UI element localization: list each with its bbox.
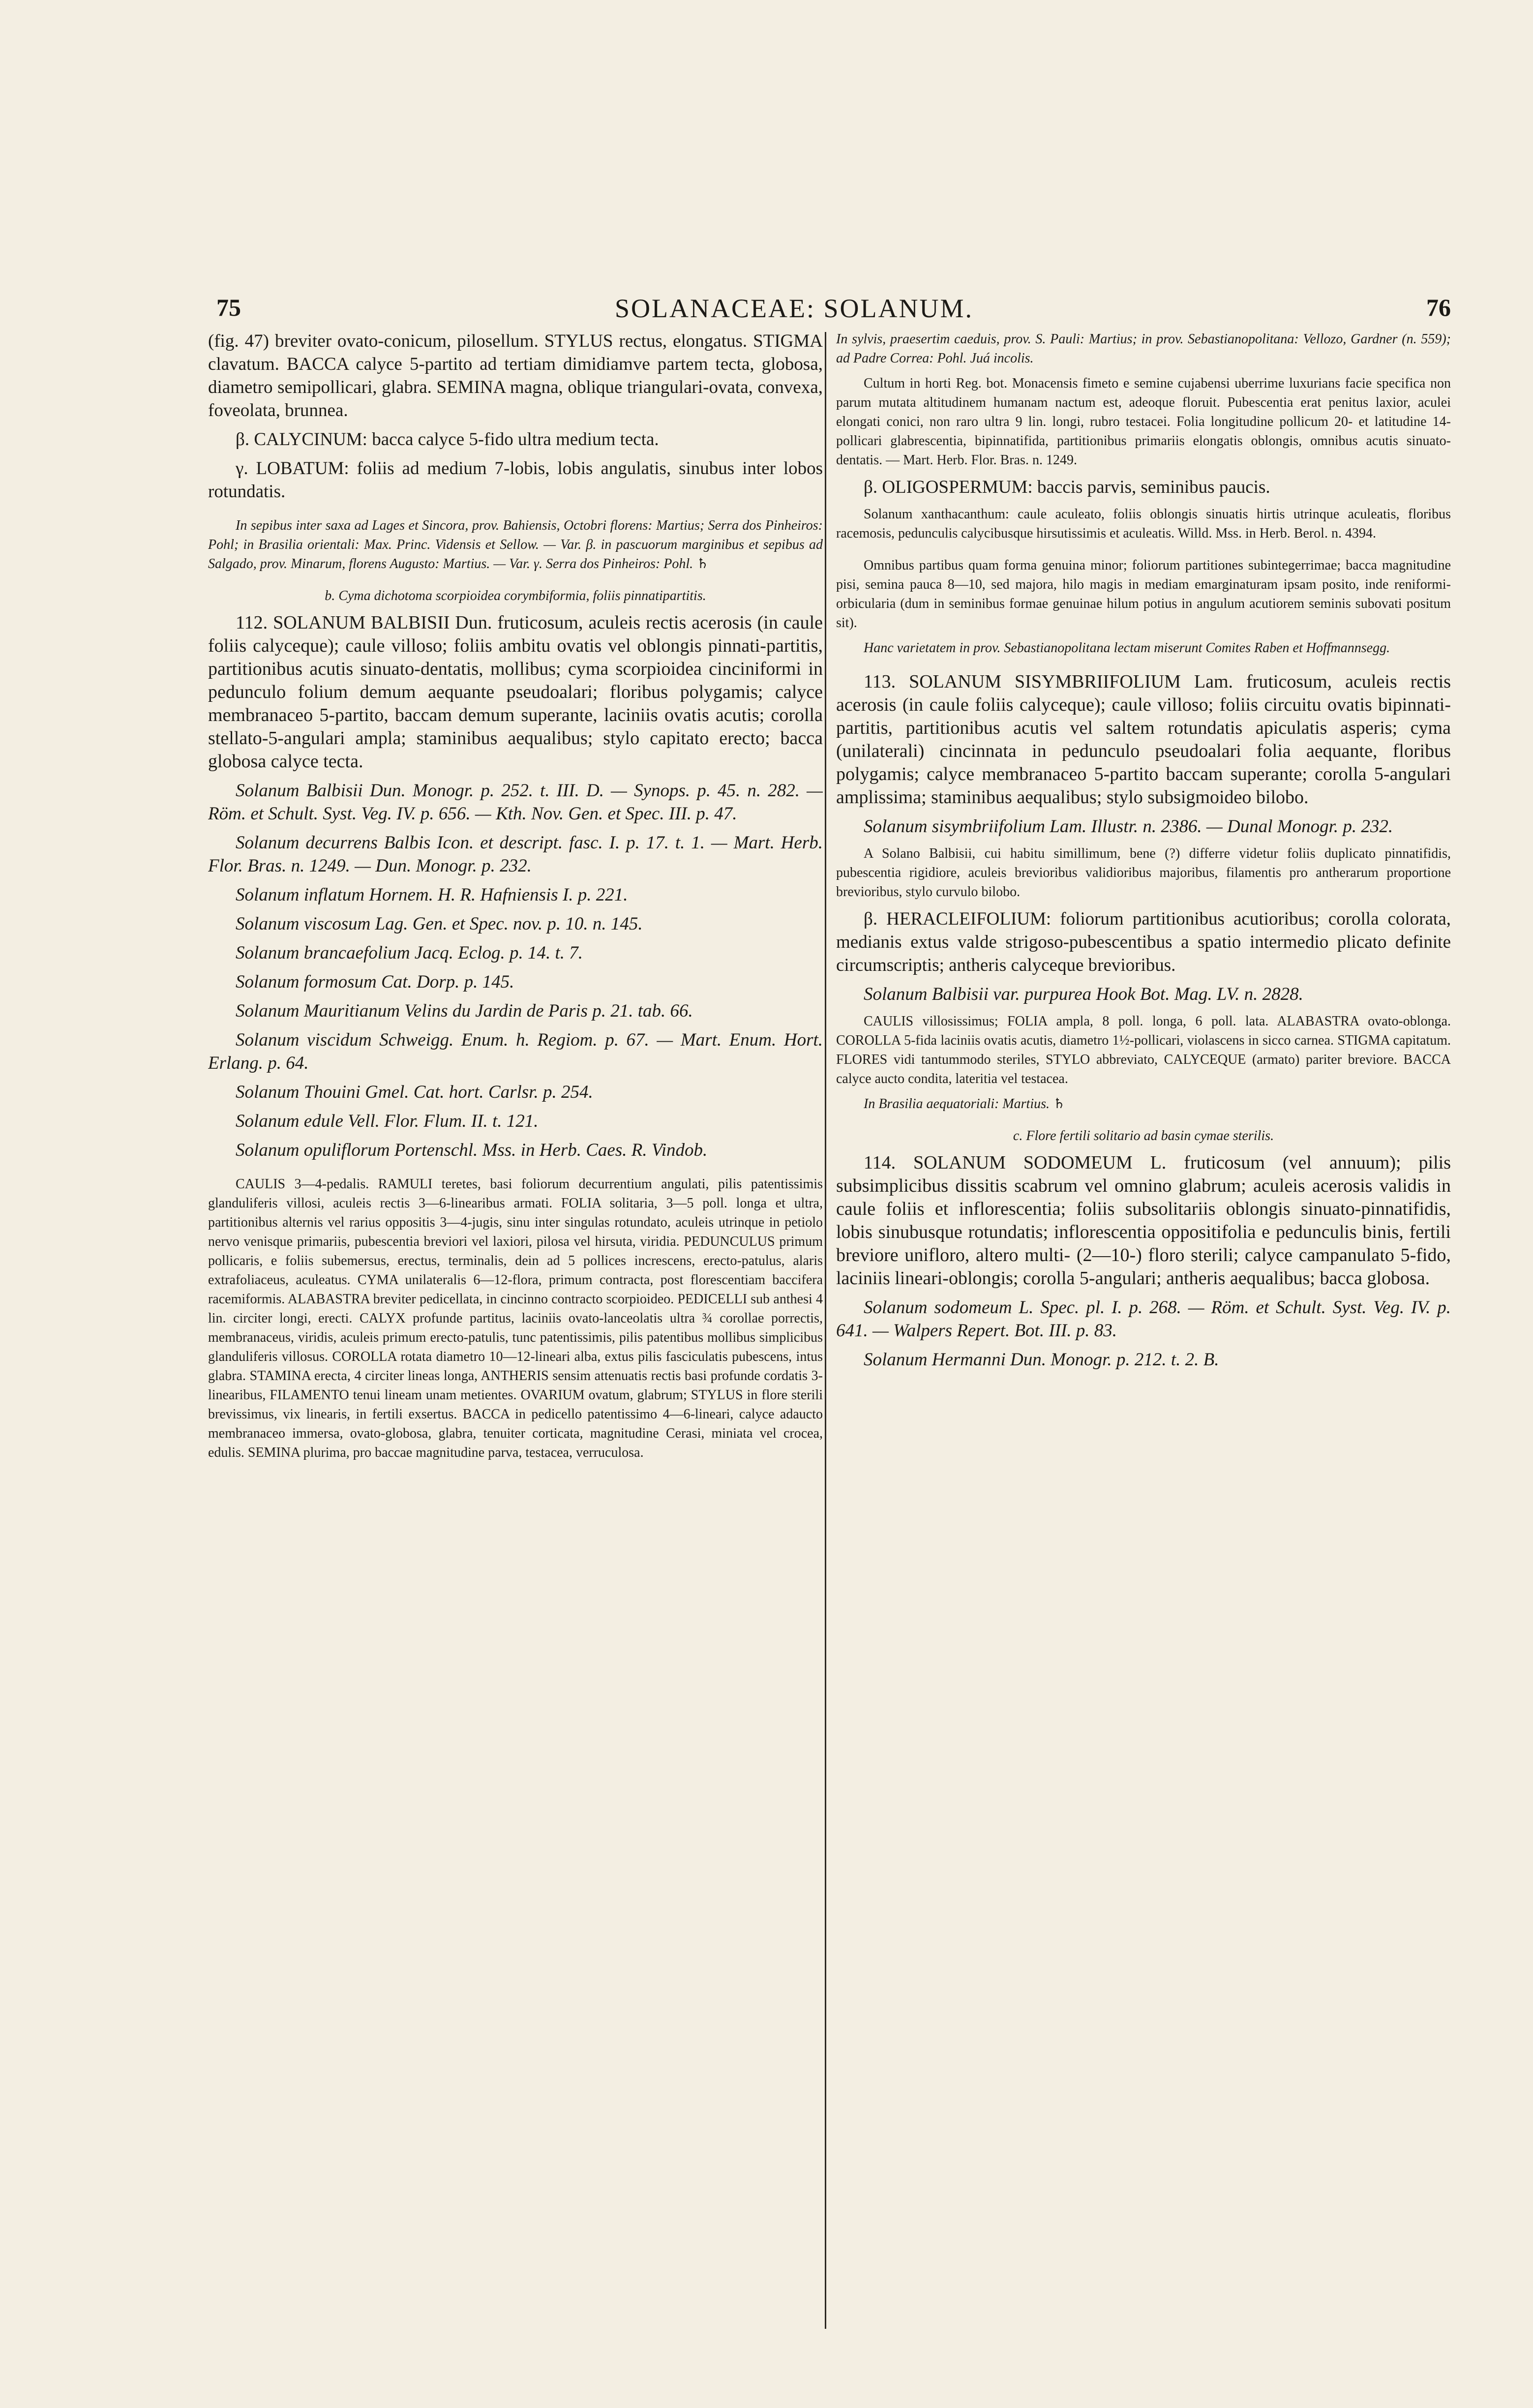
synonym: Solanum Balbisii Dun. Monogr. p. 252. t. III. D. — Synops. p. 45. n. 282. — Röm. et Schult. Syst. Veg. IV. p. 656. — Kth. Nov. Gen. et Spec. III. p. 47. [208, 781, 823, 824]
running-title: SOLANACEAE: SOLANUM. [615, 294, 974, 323]
variety-note: Omnibus partibus quam forma genuina minor; foliorum partitiones subintegerrimae; bacca magnitudine pisi, semina pauca 8—10, sed majora, hilo magis in mediam emarginaturam ipsam posito, inde reniformi-orbicularia (dum in seminibus formae genuinae hilum potius in angulum acutiorem seminis subovati positum sit). [836, 558, 1451, 631]
variety-habitat: In Brasilia aequatoriali: Martius. ♄ [864, 1096, 1066, 1112]
section-heading-c: c. Flore fertili solitario ad basin cymae sterilis. [1013, 1128, 1274, 1144]
habitat-note: In sepibus inter saxa ad Lages et Sincora, prov. Bahiensis, Octobri florens: Martius; Serra dos Pinheiros: Pohl; in Brasilia orientali: Max. Princ. Vidensis et Sellow. — Var. β. in pascuorum marginibus et sepibus ad Salgado, prov. Minarum, florens Augusto: Martius. — Var. γ. Serra dos Pinheiros: Pohl. ♄ [208, 518, 823, 572]
section-heading-b: b. Cyma dichotoma scorpioidea corymbiformia, foliis pinnatipartitis. [325, 588, 706, 603]
running-header [0, 293, 1533, 328]
variety-beta-heracleifolium: β. HERACLEIFOLIUM: foliorum partitionibus acutioribus; corolla colorata, medianis extus valde strigoso-pubescentibus a spatio intermedio plicato definite circumscriptis; antheris calyceque brevioribus. [836, 909, 1451, 975]
synonym: Solanum sodomeum L. Spec. pl. I. p. 268. — Röm. et Schult. Syst. Veg. IV. p. 641. — Walpers Repert. Bot. III. p. 83. [836, 1297, 1451, 1341]
variety-gamma-lobatum: γ. LOBATUM: foliis ad medium 7-lobis, lobis angulatis, sinubus inter lobos rotundatis. [208, 458, 823, 502]
species-113-diagnosis: 113. SOLANUM SISYMBRIIFOLIUM Lam. fruticosum, aculeis rectis acerosis (in caule foliis calyceque); caule villoso; foliis circuitu ovatis bipinnati-partitis, partitionibus acutis vel saltem rotundatis apiculatis asperis; cyma (unilaterali) cincinnata in pedunculo pseudoalari folia aequante, floribus polygamis; calyce membranaceo 5-partito baccam superante; corolla 5-angulari amplissima; staminibus aequalibus; stylo subsigmoideo bilobo. [836, 671, 1451, 808]
right-column [836, 330, 1451, 2378]
synonym: Solanum decurrens Balbis Icon. et descript. fasc. I. p. 17. t. 1. — Mart. Herb. Flor. Bras. n. 1249. — Dun. Monogr. p. 232. [208, 833, 823, 876]
synonym: Solanum Balbisii var. purpurea Hook Bot. Mag. LV. n. 2828. [864, 984, 1303, 1004]
variety-synonym: Solanum xanthacanthum: caule aculeato, foliis oblongis sinuatis hirtis utrinque aculeatis, floribus racemosis, pedunculis calycibusque hirsutissimis et aculeatis. Willd. Mss. in Herb. Berol. n. 4394. [836, 507, 1451, 541]
variety-beta-calycinum: β. CALYCINUM: bacca calyce 5-fido ultra medium tecta. [236, 429, 659, 450]
page-number-right: 76 [1426, 294, 1451, 321]
species-113-note: A Solano Balbisii, cui habitu simillimum, bene (?) differre videtur foliis duplicato pinnatifidis, pubescentia rigidiore, aculeis brevioribus validioribus majoribus, filamentis pro antherarum proportione brevioribus, stylo curvulo bilobo. [836, 846, 1451, 900]
variety-beta-oligospermum: β. OLIGOSPERMUM: baccis parvis, seminibus paucis. [864, 477, 1270, 497]
species-112-description: CAULIS 3—4-pedalis. RAMULI teretes, basi foliorum decurrentium angulati, pilis patentissimis glanduliferis villosi, aculeis rectis 3—6-linearibus armati. FOLIA solitaria, 3—5 poll. longa et ultra, partitionibus alternis vel rarius oppositis 3—4-jugis, sinu inter singulas rotundato, aculeis utrinque in petiolo nervo venisque primariis, pubescentia breviori vel laxiori, pilosa vel hirsuta, viridia. PEDUNCULUS primum pollicaris, e foliis subemersus, erectus, terminalis, dein ad 5 pollices increscens, erecto-patulus, alaris extrafoliaceus, aculeatus. CYMA unilateralis 6—12-flora, primum contracta, post florescentiam baccifera racemiformis. ALABASTRA breviter pedicellata, in cincinno contracto scorpioideo. PEDICELLI sub anthesi 4 lin. circiter longi, erecti. CALYX profunde partitus, laciniis ovato-lanceolatis ultra ¾ corollae porrectis, membranaceus, viridis, aculeis primum erecto-patulis, tunc patentissimis, pilis patentibus mollibus simplicibus glanduliferis villosus. COROLLA rotata diametro 10—12-lineari alba, extus pilis fasciculatis pubescens, intus glabra. STAMINA erecta, 4 circiter lineas longa, ANTHERIS sensim attenuatis rectis basi profunde cordatis 3-linearibus, FILAMENTO tenui lineam unam metientes. OVARIUM ovatum, glabrum; STYLUS in flore sterili brevissimus, vix linearis, in fertili exsertus. BACCA in pedicello patentissimo 4—6-lineari, calyce adaucto membranaceo immersa, ovato-globosa, glabra, tenuiter corticata, magnitudine Cerasi, miniata vel crocea, edulis. SEMINA plurima, pro baccae magnitudine parva, testacea, verruculosa. [208, 1176, 823, 1460]
synonym: Solanum formosum Cat. Dorp. p. 145. [236, 972, 514, 992]
synonym: Solanum brancaefolium Jacq. Eclog. p. 14. t. 7. [236, 943, 583, 963]
synonym: Solanum sisymbriifolium Lam. Illustr. n. 2386. — Dunal Monogr. p. 232. [864, 816, 1393, 837]
synonym: Solanum Hermanni Dun. Monogr. p. 212. t. 2. B. [864, 1350, 1219, 1370]
species-112-diagnosis: 112. SOLANUM BALBISII Dun. fruticosum, aculeis rectis acerosis (in caule foliis calyceque); caule villoso; foliis ambitu ovatis vel oblongis pinnati-partitis, partitionibus acutis sinuato-dentatis, mollibus; cyma scorpioidea cinciniformi in pedunculo folium demum aequante pseudoalari; floribus polygamis; calyce membranaceo 5-partito, baccam demum superante, laciniis ovatis acutis; corolla stellato-5-angulari ampla; staminibus aequalibus; stylo capitato erecto; bacca globosa calyce tecta. [208, 612, 823, 772]
synonym: Solanum edule Vell. Flor. Flum. II. t. 121. [236, 1111, 539, 1131]
cultivation-note: Cultum in horti Reg. bot. Monacensis fimeto e semine cujabensi uberrime luxurians facie specifica non parum mutata altitudinem humanam nactum est, adeoque floruit. Pubescentia erat penitus laxior, aculei elongati conici, non raro ultra 9 lin. longi, rubro testacei. Folia longitudine pollicum 20- et latitudine 14-pollicari glabrescentia, bipinnatifida, partitionibus primariis elongatis oblongis, omnibus acutis sinuato-dentatis. — Mart. Herb. Flor. Bras. n. 1249. [836, 376, 1451, 468]
synonym: Solanum Thouini Gmel. Cat. hort. Carlsr. p. 254. [236, 1082, 593, 1102]
column-divider [825, 332, 826, 2329]
synonym: Solanum Mauritianum Velins du Jardin de Paris p. 21. tab. 66. [236, 1001, 693, 1021]
species-114-diagnosis: 114. SOLANUM SODOMEUM L. fruticosum (vel annuum); pilis subsimplicibus dissitis scabrum vel omnino glabrum; aculeis acerosis validis in caule foliis et inflorescentia; foliis subsolitariis oblongis sinuato-pinnatifidis, lobis sinubusque rotundatis; inflorescentia oppositifolia e pedunculis binis, fertili breviore unifloro, altero multi- (2—10-) floro sterili; calyce campanulato 5-fido, laciniis lineari-oblongis; corolla 5-angulari; antheris aequalibus; bacca globosa. [836, 1152, 1451, 1289]
variety-description: CAULIS villosissimus; FOLIA ampla, 8 poll. longa, 6 poll. lata. ALABASTRA ovato-oblonga. COROLLA 5-fida laciniis ovatis acutis, diametro 1½-pollicari, violascens in sicco carnea. STIGMA capitatum. FLORES vidi tantummodo steriles, STYLO abbreviato, CALYCEQUE (armato) pariter breviore. BACCA calyce aucto condita, lateritia vel testacea. [836, 1014, 1451, 1086]
habitat-note: In sylvis, praesertim caeduis, prov. S. Pauli: Martius; in prov. Sebastianopolitana: Vellozo, Gardner (n. 559); ad Padre Correa: Pohl. Juá incolis. [836, 331, 1451, 366]
synonym: Solanum viscosum Lag. Gen. et Spec. nov. p. 10. n. 145. [236, 914, 643, 934]
synonym: Solanum viscidum Schweigg. Enum. h. Regiom. p. 67. — Mart. Enum. Hort. Erlang. p. 64. [208, 1030, 823, 1073]
synonym: Solanum opuliflorum Portenschl. Mss. in Herb. Caes. R. Vindob. [236, 1140, 708, 1160]
description-continuation: (fig. 47) breviter ovato-conicum, pilosellum. STYLUS rectus, elongatus. STIGMA clavatum. BACCA calyce 5-partito ad tertiam dimidiamve partem tecta, globosa, diametro semipollicari, glabra. SEMINA magna, oblique triangulari-ovata, convexa, foveolata, brunnea. [208, 331, 823, 421]
page-number-left: 75 [216, 294, 241, 321]
left-column [208, 330, 823, 2378]
variety-habitat: Hanc varietatem in prov. Sebastianopolitana lectam miserunt Comites Raben et Hoffmannsegg. [864, 640, 1390, 656]
synonym: Solanum inflatum Hornem. H. R. Hafniensis I. p. 221. [236, 885, 628, 905]
